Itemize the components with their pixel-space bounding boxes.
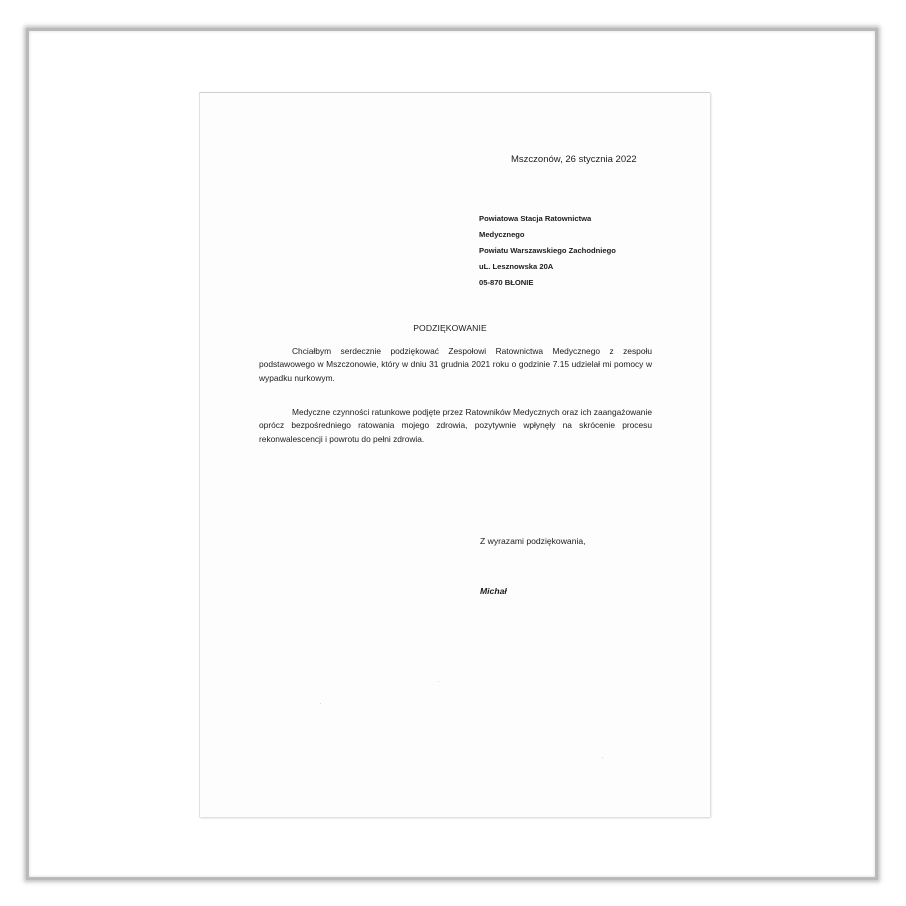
- recipient-line: Medycznego: [479, 230, 525, 239]
- paper-speck: [320, 703, 321, 704]
- closing-phrase: Z wyrazami podziękowania,: [480, 536, 586, 546]
- recipient-address: [479, 211, 616, 291]
- place-date: Mszczonów, 26 stycznia 2022: [511, 154, 637, 165]
- body-paragraph: Medyczne czynności ratunkowe podjęte przez Ratowników Medycznych oraz ich zaangażowanie oprócz bezpośredniego ratowania mojego zdrowia, pozytywnie wpłynęły na skrócenie procesu rekonwalescencji i powrotu do pełni zdrowia.: [259, 407, 652, 444]
- letter-title: PODZIĘKOWANIE: [413, 323, 487, 333]
- paper-speck: [602, 757, 603, 758]
- signature: Michał: [480, 586, 507, 596]
- recipient-line: Powiatu Warszawskiego Zachodniego: [479, 246, 616, 255]
- letter-page: [199, 92, 710, 817]
- paper-speck: [438, 681, 439, 682]
- recipient-line: Powiatowa Stacja Ratownictwa: [479, 214, 592, 223]
- recipient-line: 05-870 BŁONIE: [479, 278, 534, 287]
- body-paragraph: Chciałbym serdecznie podziękować Zespołowi Ratownictwa Medycznego z zespołu podstawowego w Mszczonowie, który w dniu 31 grudnia 2021 roku o godzinie 7.15 udzielał mi pomocy w wypadku nurkowym.: [259, 346, 652, 383]
- recipient-line: uL. Lesznowska 20A: [479, 262, 554, 271]
